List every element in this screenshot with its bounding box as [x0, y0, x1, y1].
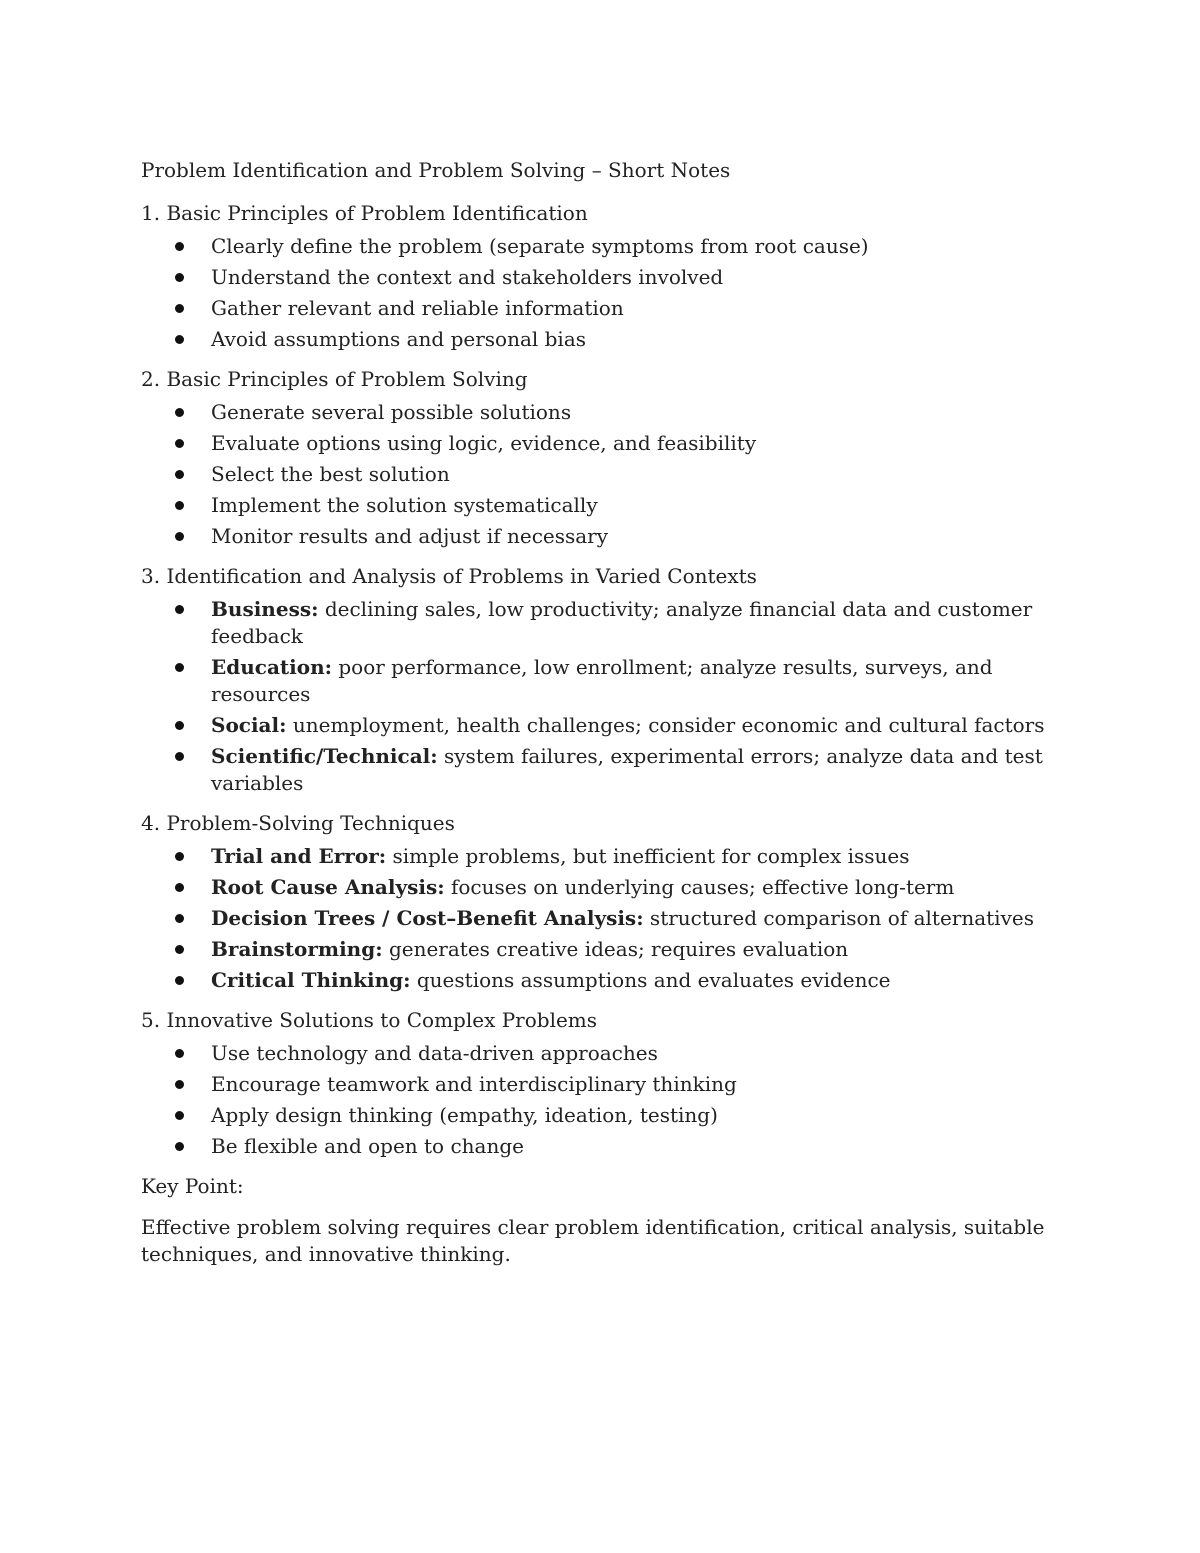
- list-item: [141, 967, 1081, 994]
- item-text: poor performance, low enrollment; analyze results, surveys, and resources: [211, 655, 993, 706]
- item-text: Use technology and data-driven approaches: [211, 1041, 658, 1065]
- list-item: [141, 1102, 1081, 1129]
- item-text: focuses on underlying causes; effective long-term: [444, 875, 955, 899]
- bullet-dot-icon: [175, 242, 184, 251]
- bullet-dot-icon: [175, 945, 184, 954]
- bullet-list: [141, 1040, 1081, 1160]
- item-text: Evaluate options using logic, evidence, and feasibility: [211, 431, 757, 455]
- key-point-heading: Key Point:: [141, 1174, 244, 1198]
- list-item: [141, 492, 1081, 519]
- item-label: Business:: [211, 597, 319, 621]
- bullet-list: [141, 399, 1081, 550]
- bullet-dot-icon: [175, 976, 184, 985]
- list-item: [141, 399, 1081, 426]
- key-point-text: Effective problem solving requires clear problem identification, critical analysis, suitable techniques, and innovative thinking.: [141, 1215, 1045, 1266]
- bullet-dot-icon: [175, 852, 184, 861]
- item-label: Root Cause Analysis:: [211, 875, 445, 899]
- bullet-dot-icon: [175, 335, 184, 344]
- section-heading: 4. Problem-Solving Techniques: [141, 811, 455, 835]
- bullet-dot-icon: [175, 408, 184, 417]
- list-item: [141, 654, 1081, 708]
- bullet-dot-icon: [175, 605, 184, 614]
- bullet-dot-icon: [175, 752, 184, 761]
- item-label: Critical Thinking:: [211, 968, 411, 992]
- item-text: Understand the context and stakeholders involved: [211, 265, 724, 289]
- list-item: [141, 1071, 1081, 1098]
- section-1: [141, 198, 1081, 353]
- document-title: Problem Identification and Problem Solving – Short Notes: [141, 158, 731, 182]
- list-item: [141, 430, 1081, 457]
- bullet-list: [141, 596, 1081, 797]
- item-label: Trial and Error:: [211, 844, 387, 868]
- item-text: Monitor results and adjust if necessary: [211, 524, 609, 548]
- item-text: Select the best solution: [211, 462, 450, 486]
- section-heading: 3. Identification and Analysis of Problems in Varied Contexts: [141, 564, 757, 588]
- item-label: Scientific/Technical:: [211, 744, 438, 768]
- item-text: Avoid assumptions and personal bias: [211, 327, 587, 351]
- section-heading: 5. Innovative Solutions to Complex Problems: [141, 1008, 598, 1032]
- item-label: Decision Trees / Cost–Benefit Analysis:: [211, 906, 644, 930]
- section-5: [141, 1005, 1081, 1160]
- item-text: Encourage teamwork and interdisciplinary thinking: [211, 1072, 737, 1096]
- bullet-dot-icon: [175, 273, 184, 282]
- list-item: [141, 874, 1081, 901]
- bullet-dot-icon: [175, 532, 184, 541]
- item-text: Be flexible and open to change: [211, 1134, 524, 1158]
- list-item: [141, 233, 1081, 260]
- item-text: simple problems, but inefficient for complex issues: [386, 844, 910, 868]
- bullet-list: [141, 233, 1081, 353]
- document-page: [141, 155, 1081, 1268]
- item-text: Apply design thinking (empathy, ideation, testing): [211, 1103, 718, 1127]
- sections-container: [141, 198, 1081, 1160]
- list-item: [141, 264, 1081, 291]
- bullet-dot-icon: [175, 721, 184, 730]
- item-text: questions assumptions and evaluates evidence: [410, 968, 891, 992]
- item-text: declining sales, low productivity; analyze financial data and customer feedback: [211, 597, 1033, 648]
- item-text: system failures, experimental errors; analyze data and test variables: [211, 744, 1043, 795]
- item-text: Generate several possible solutions: [211, 400, 572, 424]
- bullet-dot-icon: [175, 470, 184, 479]
- bullet-dot-icon: [175, 883, 184, 892]
- bullet-dot-icon: [175, 914, 184, 923]
- bullet-dot-icon: [175, 1049, 184, 1058]
- list-item: [141, 743, 1081, 797]
- item-text: generates creative ideas; requires evaluation: [382, 937, 849, 961]
- bullet-dot-icon: [175, 1080, 184, 1089]
- list-item: [141, 936, 1081, 963]
- list-item: [141, 712, 1081, 739]
- list-item: [141, 295, 1081, 322]
- list-item: [141, 523, 1081, 550]
- list-item: [141, 905, 1081, 932]
- bullet-dot-icon: [175, 663, 184, 672]
- section-2: [141, 364, 1081, 550]
- bullet-dot-icon: [175, 304, 184, 313]
- list-item: [141, 461, 1081, 488]
- bullet-dot-icon: [175, 1111, 184, 1120]
- list-item: [141, 596, 1081, 650]
- section-heading: 2. Basic Principles of Problem Solving: [141, 367, 528, 391]
- item-label: Education:: [211, 655, 333, 679]
- item-text: structured comparison of alternatives: [643, 906, 1034, 930]
- section-4: [141, 808, 1081, 994]
- item-text: Clearly define the problem (separate symptoms from root cause): [211, 234, 869, 258]
- bullet-dot-icon: [175, 439, 184, 448]
- item-label: Brainstorming:: [211, 937, 383, 961]
- section-3: [141, 561, 1081, 797]
- bullet-dot-icon: [175, 1142, 184, 1151]
- list-item: [141, 326, 1081, 353]
- item-text: Gather relevant and reliable information: [211, 296, 624, 320]
- list-item: [141, 1040, 1081, 1067]
- item-text: Implement the solution systematically: [211, 493, 598, 517]
- item-label: Social:: [211, 713, 287, 737]
- bullet-dot-icon: [175, 501, 184, 510]
- item-text: unemployment, health challenges; consider economic and cultural factors: [286, 713, 1045, 737]
- section-heading: 1. Basic Principles of Problem Identification: [141, 201, 588, 225]
- list-item: [141, 1133, 1081, 1160]
- bullet-list: [141, 843, 1081, 994]
- list-item: [141, 843, 1081, 870]
